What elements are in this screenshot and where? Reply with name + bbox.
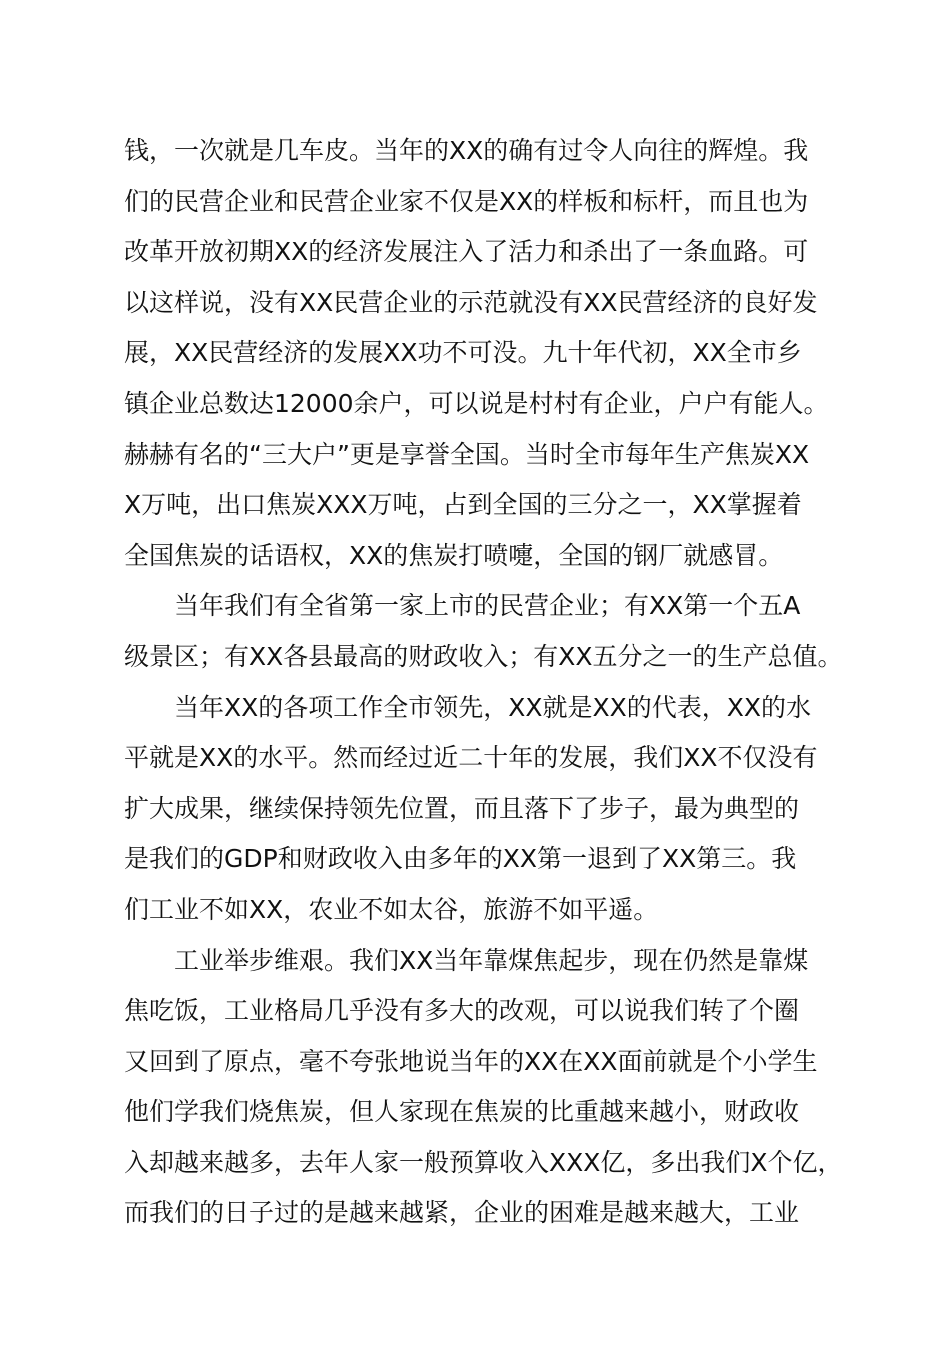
- text-line: 镇企业总数达12000余户，可以说是村村有企业，户户有能人。: [124, 388, 829, 418]
- text-line: 级景区；有XX各县最高的财政收入；有XX五分之一的生产总值。: [124, 641, 843, 671]
- text-line: 扩大成果，继续保持领先位置，而且落下了步子，最为典型的: [124, 793, 800, 823]
- body-text: [124, 126, 864, 1239]
- text-line: 赫赫有名的“三大户”更是享誉全国。当时全市每年生产焦炭XX: [124, 439, 810, 469]
- text-line: 他们学我们烧焦炭，但人家现在焦炭的比重越来越小，财政收: [124, 1097, 800, 1127]
- text-line: 平就是XX的水平。然而经过近二十年的发展，我们XX不仅没有: [124, 743, 818, 773]
- text-line: 改革开放初期XX的经济发展注入了活力和杀出了一条血路。可: [124, 237, 809, 267]
- text-line: 又回到了原点，毫不夸张地说当年的XX在XX面前就是个小学生: [124, 1046, 818, 1076]
- text-line: 是我们的GDP和财政收入由多年的XX第一退到了XX第三。我: [124, 844, 797, 874]
- text-line: 而我们的日子过的是越来越紧，企业的困难是越来越大，工业: [124, 1198, 800, 1228]
- text-line: 展，XX民营经济的发展XX功不可没。九十年代初，XX全市乡: [124, 338, 802, 368]
- text-line: X万吨，出口焦炭XXX万吨，占到全国的三分之一，XX掌握着: [124, 490, 802, 520]
- text-line: 以这样说，没有XX民营企业的示范就没有XX民营经济的良好发: [124, 287, 818, 317]
- text-line: 焦吃饭，工业格局几乎没有多大的改观，可以说我们转了个圈: [124, 996, 800, 1026]
- paragraph-start-line: 工业举步维艰。我们XX当年靠煤焦起步，现在仍然是靠煤: [174, 945, 809, 975]
- text-line: 全国焦炭的话语权，XX的焦炭打喷嚏，全国的钢厂就感冒。: [124, 540, 784, 570]
- paragraph-start-line: 当年XX的各项工作全市领先，XX就是XX的代表，XX的水: [174, 692, 812, 722]
- text-line: 们的民营企业和民营企业家不仅是XX的样板和标杆，而且也为: [124, 186, 809, 216]
- text-line: 们工业不如XX，农业不如太谷，旅游不如平遥。: [124, 894, 659, 924]
- text-line: 钱，一次就是几车皮。当年的XX的确有过令人向往的辉煌。我: [124, 136, 809, 165]
- text-line: 入却越来越多，去年人家一般预算收入XXX亿，多出我们X个亿，: [124, 1147, 843, 1177]
- paragraph-start-line: 当年我们有全省第一家上市的民营企业；有XX第一个五A: [174, 591, 801, 621]
